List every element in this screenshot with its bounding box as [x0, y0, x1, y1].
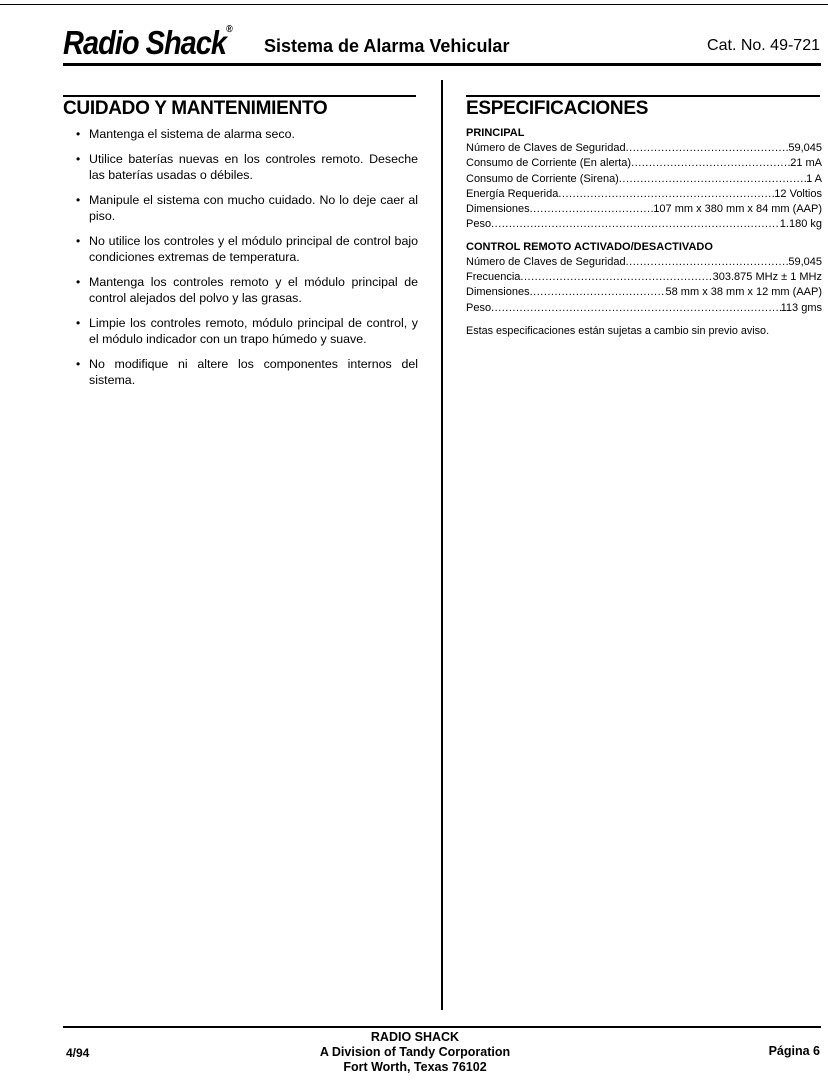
- header-rule: [63, 63, 821, 66]
- list-item: • No utilice los controles y el módulo principal de control bajo condiciones extremas de temperatura.: [76, 234, 418, 264]
- bullet-icon: •: [76, 275, 81, 289]
- spec-row: Energía Requerida ..... 12 Voltios: [466, 187, 822, 202]
- list-item: • Mantenga los controles remoto y el módulo principal de control alejados del polvo y las grasas.: [76, 275, 418, 305]
- spec-row: Consumo de Corriente (Sirena) ..... 1 A: [466, 172, 822, 187]
- left-section-rule: [63, 95, 416, 97]
- specs-heading: ESPECIFICACIONES: [466, 98, 649, 119]
- specs-section: [466, 98, 822, 338]
- page-number: Página 6: [768, 1044, 820, 1058]
- care-list: [63, 126, 418, 388]
- spec-row: Número de Claves de Seguridad ..... 59,045: [466, 141, 822, 156]
- care-heading: CUIDADO Y MANTENIMIENTO: [63, 98, 328, 119]
- spec-row: Consumo de Corriente (En alerta) ..... 21 mA: [466, 156, 822, 171]
- list-item: • Limpie los controles remoto, módulo principal de control, y el módulo indicador con un trapo húmedo y suave.: [76, 316, 418, 346]
- list-item: • Utilice baterías nuevas en los controles remoto. Deseche las baterías usadas o débiles.: [76, 152, 418, 182]
- bullet-icon: •: [76, 234, 81, 248]
- bullet-icon: •: [76, 357, 81, 371]
- spec-row: Número de Claves de Seguridad ..... 59,045: [466, 255, 822, 270]
- footer-company: RADIO SHACK: [370, 1030, 460, 1044]
- column-divider: [441, 80, 443, 1010]
- top-border-rule: [0, 4, 828, 5]
- list-item: • No modifique ni altere los componentes internos del sistema.: [76, 357, 418, 387]
- footer-city: Fort Worth, Texas 76102: [343, 1060, 487, 1074]
- principal-subheading: PRINCIPAL: [466, 127, 525, 139]
- list-item: • Manipule el sistema con mucho cuidado. No lo deje caer al piso.: [76, 193, 418, 223]
- footer-address: [280, 1030, 550, 1075]
- spec-row: Peso ..... 113 gms: [466, 301, 822, 316]
- specs-notice: Estas especificaciones están sujetas a cambio sin previo aviso.: [466, 324, 770, 337]
- radio-shack-logo: Radio Shack®: [63, 22, 232, 62]
- bullet-icon: •: [76, 127, 81, 141]
- right-section-rule: [466, 95, 820, 97]
- document-title: Sistema de Alarma Vehicular: [264, 36, 510, 56]
- remote-subheading: CONTROL REMOTO ACTIVADO/DESACTIVADO: [466, 240, 713, 253]
- spec-row: Dimensiones ..... 107 mm x 380 mm x 84 mm (AAP): [466, 202, 822, 217]
- footer-date: 4/94: [66, 1046, 90, 1060]
- care-section: [63, 98, 418, 397]
- spec-row: Dimensiones ..... 58 mm x 38 mm x 12 mm (AAP): [466, 285, 822, 300]
- spec-row: Peso ..... 1.180 kg: [466, 217, 822, 232]
- footer-rule: [63, 1026, 821, 1028]
- bullet-icon: •: [76, 316, 81, 330]
- footer-division: A Division of Tandy Corporation: [319, 1045, 511, 1059]
- bullet-icon: •: [76, 152, 81, 166]
- spec-row: Frecuencia ..... 303.875 MHz ± 1 MHz: [466, 270, 822, 285]
- bullet-icon: •: [76, 193, 81, 207]
- catalog-number: Cat. No. 49-721: [707, 37, 820, 54]
- list-item: • Mantenga el sistema de alarma seco.: [76, 127, 295, 141]
